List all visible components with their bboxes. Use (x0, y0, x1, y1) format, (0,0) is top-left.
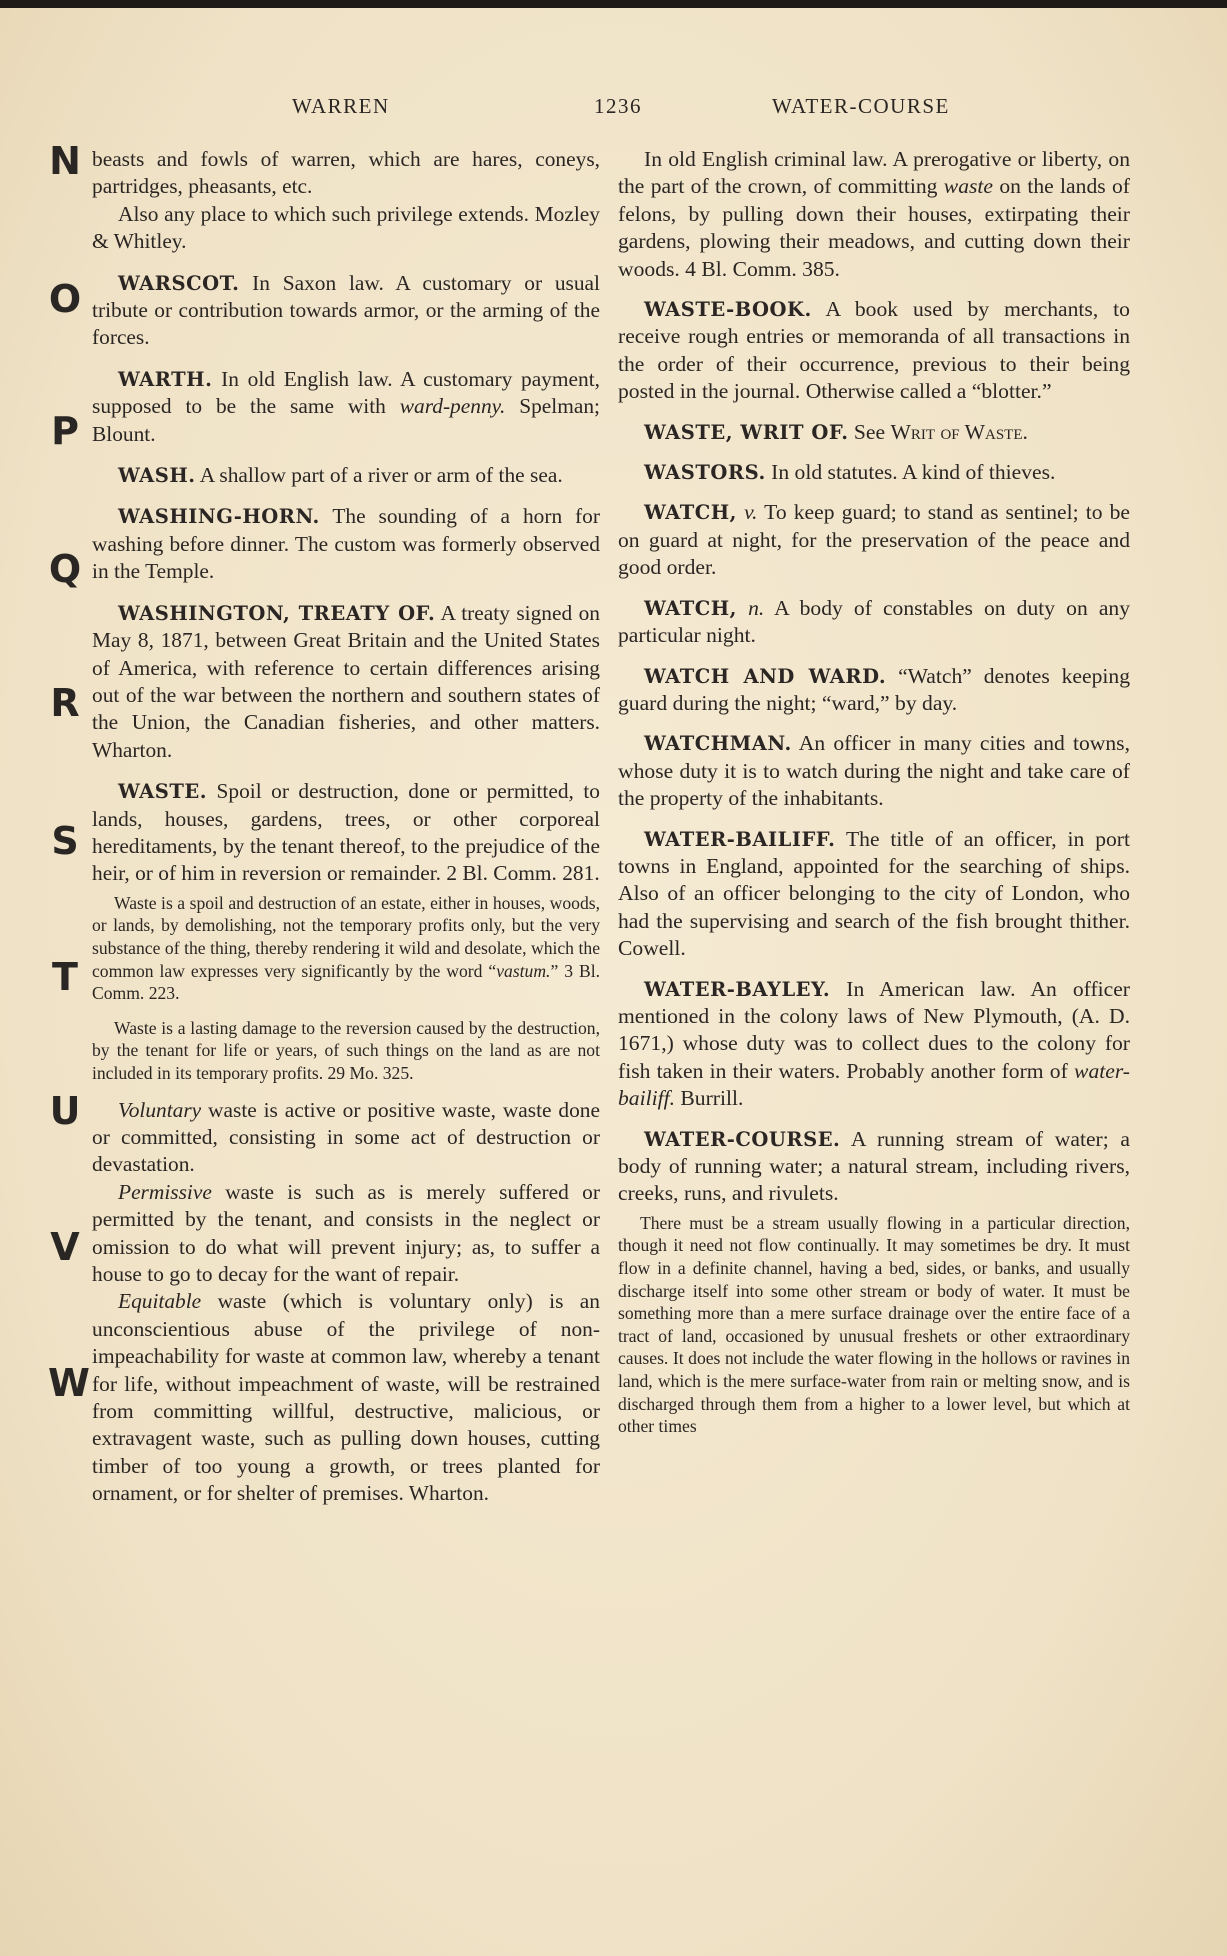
entry-text: The title of an officer, in port towns in England, appointed for the searching of ships. Also of an officer belonging to the city of London, who had the supervising and search of the fish brought thither. Cowell. (618, 826, 1130, 961)
headword: WASH. (118, 464, 196, 488)
entry-watch-noun (618, 595, 1130, 650)
entry-text: In old English law. A customary payment, supposed to be the same with (92, 366, 600, 419)
page-top-edge (0, 0, 1227, 8)
entry-text: A treaty signed on May 8, 1871, between Great Britain and the United States of America, with reference to certain differences arising out of the war between the northern and southern states of the Union, the Canadian fisheries, and other matters. Wharton. (92, 600, 600, 762)
entry-wastors (618, 459, 1130, 486)
waste-note-2 (92, 1017, 600, 1085)
thumb-index-r[interactable]: R (50, 681, 80, 725)
entry-wash (92, 462, 600, 489)
part-of-speech: n. (748, 595, 765, 620)
entry-water-bailiff (618, 826, 1130, 963)
entry-watch-and-ward (618, 663, 1130, 718)
entry-text: Spelman; Blount. (92, 394, 600, 446)
headword: WATCH AND WARD. (644, 664, 887, 688)
entry-text: on the lands of felons, by pulling down their houses, extirpating their gardens, plowing their meadows, and cutting down their woods. 4 Bl. Comm. 385. (618, 174, 1130, 281)
entry-text: Also any place to which such privilege extends. Mozley & Whitley. (92, 201, 600, 254)
entry-warscot (92, 270, 600, 352)
header-left-guide-word: WARREN (292, 94, 390, 118)
entry-italic: ward-penny. (399, 394, 506, 419)
entry-text: waste is such as is merely suffered or permitted by the tenant, and consists in the neglect or omission to do what will prevent injury; as, to suffer a house to go to decay for the want of repair. (92, 1179, 600, 1286)
entry-text: “Watch” denotes keeping guard during the night; “ward,” by day. (618, 663, 1130, 715)
entry-text: Spoil or destruction, done or permitted, to lands, houses, gardens, trees, or other corporeal hereditaments, by the tenant thereof, to the prejudice of the heir, or of him in reversion or remainder. 2 Bl. Comm. 281. (92, 779, 600, 886)
term-voluntary: Voluntary (118, 1097, 202, 1122)
headword: WASTE-BOOK. (644, 298, 812, 322)
headword: WARTH. (118, 367, 213, 391)
entry-text: A body of constables on duty on any particular night. (618, 595, 1130, 648)
entry-text: waste (which is voluntary only) is an unconscientious abuse of the privilege of non-impeachability for waste at common law, whereby a tenant for life, without impeachment of waste, will be restrained from committing willful, destructive, malicious, or extravagent waste, such as pulling down houses, cutting timber of too young a growth, or trees planted for ornament, or for shelter of premises. Wharton. (92, 1289, 600, 1506)
entry-warth (92, 366, 600, 448)
note-italic: vastum. (496, 960, 551, 981)
running-header (0, 94, 1227, 124)
note-text: Waste is a spoil and destruction of an estate, either in houses, woods, or lands, by demolishing, not the temporary profits only, but the very substance of the thing, thereby rendering it wild and desolate, which the common law expresses very significantly by the word “ (92, 892, 600, 981)
headword: WARSCOT. (118, 271, 240, 295)
thumb-index-v[interactable]: V (50, 1225, 80, 1269)
entry-waste-book (618, 296, 1130, 406)
entry-watch-verb (618, 499, 1130, 581)
entry-text: beasts and fowls of warren, which are hares, coneys, partridges, pheasants, etc. (92, 147, 600, 199)
entry-text: A running stream of water; a body of running water; a natural stream, including rivers, creeks, runs, and rivulets. (618, 1126, 1130, 1206)
thumb-index-s[interactable]: S (51, 819, 79, 863)
entry-italic: waste (943, 174, 993, 199)
note-text: Waste is a lasting damage to the reversion caused by the destruction, by the tenant for life or years, of such things on the land as are not included in its temporary profits. 29 Mo. 325. (92, 1017, 600, 1083)
entry-watchman (618, 730, 1130, 812)
entry-washing-horn (92, 503, 600, 585)
entry-text: See (853, 419, 886, 444)
entry-text: A book used by merchants, to receive rough entries or memoranda of all transactions in the order of their occurrence, previous to their being posted in the journal. Otherwise called a “blotter.” (618, 297, 1130, 404)
headword: WATCHMAN. (644, 732, 792, 756)
thumb-index-p[interactable]: P (51, 409, 79, 453)
thumb-index-t[interactable]: T (52, 955, 78, 999)
entry-text: An officer in many cities and towns, whose duty it is to watch during the night and take care of the property of the inhabitants. (618, 731, 1130, 811)
note-text: There must be a stream usually flowing in a particular direction, though it need not flow continually. It may sometimes be dry. It must flow in a definite channel, having a bed, sides, or banks, and usually discharge itself into some other stream or body of water. It must be something more than a mere surface drainage over the entire face of a tract of land, occasioned by unusual freshets or other extraordinary causes. It does not include the water flowing in the hollows or ravines in land, which is the mere surface-water from rain or melting snow, and is discharged through them from a higher to a lower level, but which at other times (618, 1212, 1130, 1437)
headword: WASTE, WRIT OF. (644, 420, 849, 444)
water-course-note (618, 1212, 1130, 1438)
entry-text: The sounding of a horn for washing before dinner. The custom was formerly observed in the Temple. (92, 504, 600, 584)
part-of-speech: v. (744, 500, 758, 525)
thumb-index-q[interactable]: Q (48, 547, 82, 591)
entry-text: A shallow part of a river or arm of the sea. (199, 463, 563, 488)
entry-waste-continued (618, 146, 1130, 283)
headword: WATER-COURSE. (644, 1127, 841, 1151)
entry-water-bayley (618, 976, 1130, 1113)
thumb-index-n[interactable]: N (49, 139, 81, 183)
entry-text: In Saxon law. A customary or usual tribute or contribution towards armor, or the arming of the forces. (92, 270, 600, 350)
entry-text: To keep guard; to stand as sentinel; to be on guard at night, for the preservation of the peace and good order. (618, 500, 1130, 580)
note-text: ” 3 Bl. Comm. 223. (92, 960, 600, 1004)
headword: WASTORS. (644, 461, 766, 485)
header-right-guide-word: WATER-COURSE (772, 94, 950, 118)
thumb-index-o[interactable]: O (48, 277, 82, 321)
left-column (92, 146, 600, 1508)
entry-italic: water-bailiff. (618, 1058, 1130, 1111)
headword: WASHING-HORN. (118, 505, 320, 529)
headword: WATCH, (644, 501, 737, 525)
entry-text: In old statutes. A kind of thieves. (771, 460, 1056, 485)
cross-reference[interactable]: Writ of Waste. (890, 419, 1028, 444)
entry-text: In American law. An officer mentioned in the colony laws of New Plymouth, (A. D. 1671,) whose duty was to collect dues to the colony for fish taken in their waters. Probably another form of (618, 976, 1131, 1083)
entry-warren-continued (92, 146, 600, 256)
headword: WATCH, (644, 596, 737, 620)
entry-waste-writ-of (618, 419, 1130, 446)
thumb-index-w[interactable]: W (48, 1361, 90, 1405)
term-permissive: Permissive (118, 1179, 212, 1204)
waste-kinds (92, 1097, 600, 1508)
thumb-index-u[interactable]: U (49, 1089, 81, 1133)
entry-text: Burrill. (680, 1086, 744, 1111)
entry-waste (92, 778, 600, 888)
entry-text: In old English criminal law. A prerogative or liberty, on the part of the crown, of committing (618, 147, 1130, 199)
term-equitable: Equitable (118, 1289, 202, 1314)
page-number: 1236 (594, 94, 642, 118)
entry-water-course (618, 1126, 1130, 1208)
waste-note-1 (92, 892, 600, 1005)
entry-washington-treaty (92, 600, 600, 764)
headword: WATER-BAYLEY. (644, 977, 831, 1001)
right-column (618, 146, 1130, 1450)
headword: WASHINGTON, TREATY OF. (118, 601, 436, 625)
headword: WASTE. (118, 780, 208, 804)
headword: WATER-BAILIFF. (644, 827, 836, 851)
entry-text: waste is active or positive waste, waste done or committed, consisting in some act of destruction or devastation. (92, 1097, 600, 1177)
